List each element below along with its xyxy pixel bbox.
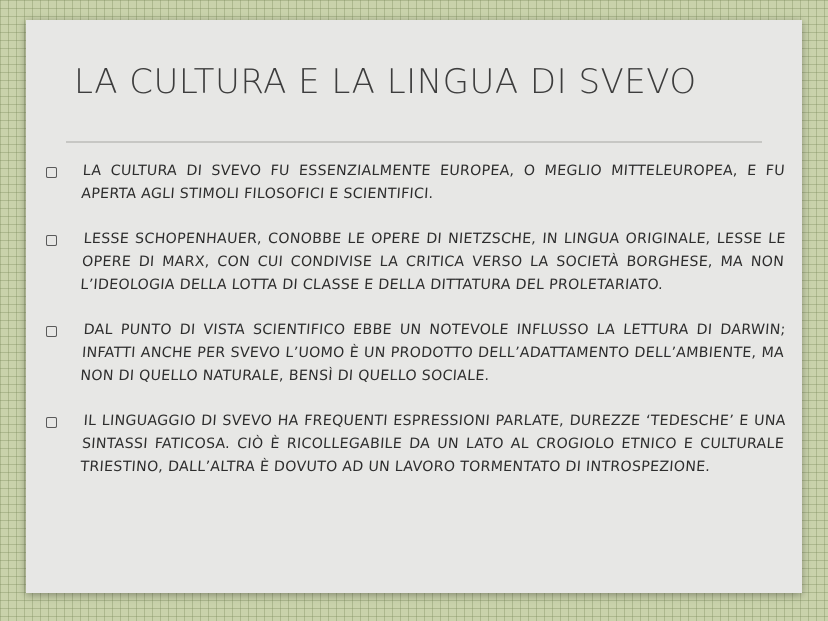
square-bullet-icon	[46, 417, 57, 428]
square-bullet-icon	[46, 235, 57, 246]
bullet-text: LESSE SCHOPENHAUER, CONOBBE LE OPERE DI NIETZSCHE, IN LINGUA ORIGINALE, LESSE LE OPERE DI MARX, CON CUI CONDIVISE LA CRITICA VERSO LA SOCIETÀ BORGHESE, MA NON L’IDEOLOGIA DELLA LOTTA DI CLASSE E DELLA DITTATURA DEL PROLETARIATO.	[79, 231, 787, 293]
square-bullet-icon	[46, 326, 57, 337]
title-divider	[66, 141, 762, 143]
bullet-text: DAL PUNTO DI VISTA SCIENTIFICO EBBE UN NOTEVOLE INFLUSSO LA LETTURA DI DARWIN; INFATTI ANCHE PER SVEVO L’UOMO È UN PRODOTTO DELL’ADATTAMENTO DELL’AMBIENTE, MA NON DI QUELLO NATURALE, BENSÌ DI QUELLO SOCIALE.	[79, 322, 787, 384]
bullet-text: LA CULTURA DI SVEVO FU ESSENZIALMENTE EUROPEA, O MEGLIO MITTELEUROPEA, E FU APERTA AGLI STIMOLI FILOSOFICI E SCIENTIFICI.	[80, 163, 786, 202]
slide	[26, 20, 802, 593]
bullet-text: IL LINGUAGGIO DI SVEVO HA FREQUENTI ESPRESSIONI PARLATE, DUREZZE ‘TEDESCHE’ E UNA SINTASSI FATICOSA. CIÒ È RICOLLEGABILE DA UN LATO AL CROGIOLO ETNICO E CULTURALE TRIESTINO, DALL’ALTRA È DOVUTO AD UN LAVORO TORMENTATO DI INTROSPEZIONE.	[79, 413, 787, 475]
bullet-list	[44, 160, 787, 501]
square-bullet-icon	[46, 167, 57, 178]
bullet-item	[44, 410, 787, 479]
bullet-item	[44, 228, 787, 297]
slide-title: LA CULTURA E LA LINGUA DI SVEVO	[74, 62, 697, 102]
bullet-item	[44, 160, 784, 206]
bullet-item	[44, 319, 787, 388]
